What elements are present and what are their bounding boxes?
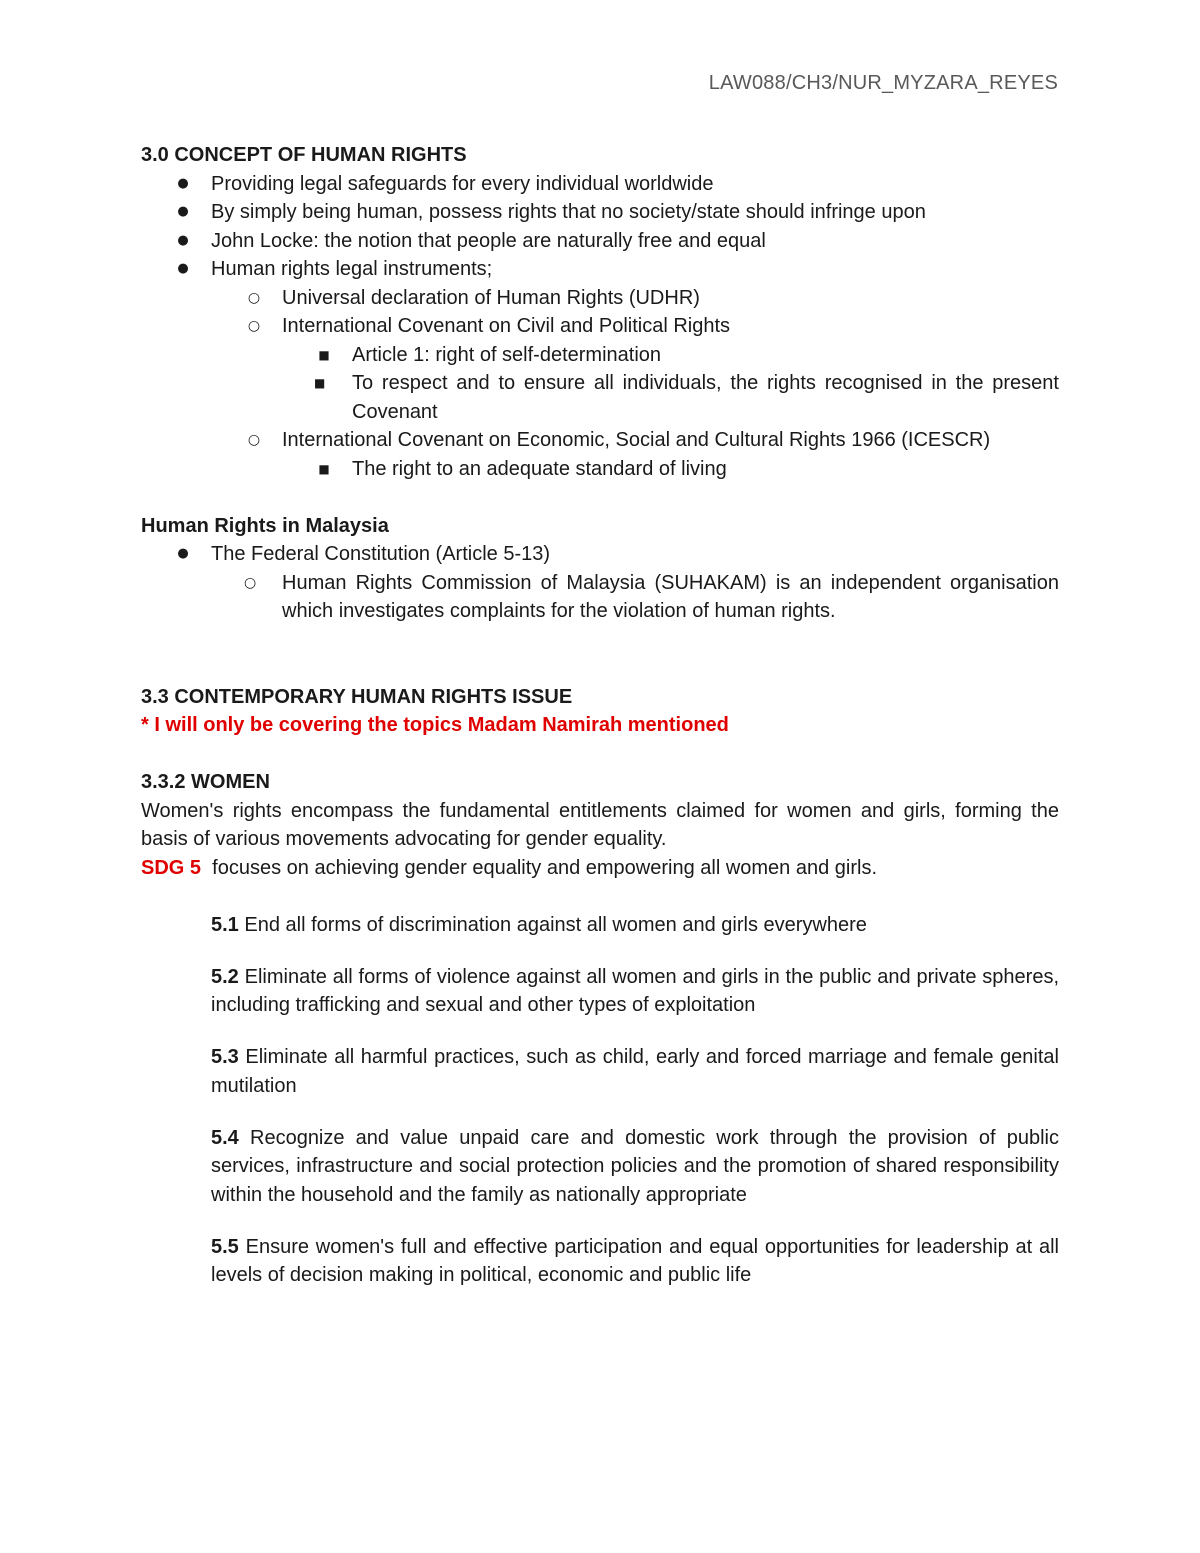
sdg-target-list bbox=[141, 911, 1059, 1290]
sdg-target-item bbox=[141, 963, 1059, 1020]
list-item bbox=[141, 455, 1059, 484]
sdg-target-number: 5.2 bbox=[211, 965, 239, 988]
document-content bbox=[141, 141, 1059, 1290]
sdg-target-number: 5.4 bbox=[211, 1126, 239, 1149]
list-item-text: By simply being human, possess rights that no society/state should infringe upon bbox=[211, 201, 926, 223]
list-item-text: The Federal Constitution (Article 5-13) bbox=[211, 543, 551, 565]
bullet-disc-icon: ● bbox=[177, 546, 189, 561]
coverage-note: * I will only be covering the topics Madam Namirah mentioned bbox=[141, 714, 729, 736]
list-item bbox=[141, 312, 1059, 341]
list-item-text: International Covenant on Civil and Political Rights bbox=[282, 315, 731, 337]
bullet-square-icon: ■ bbox=[318, 461, 330, 476]
sdg-target-text: Ensure women's full and effective participation and equal opportunities for leadership at all levels of decision making in political, economic and public life bbox=[211, 1235, 1059, 1286]
sdg-target-item bbox=[141, 911, 1059, 940]
malaysia-heading: Human Rights in Malaysia bbox=[141, 514, 389, 537]
list-item-text: Human Rights Commission of Malaysia (SUHAKAM) is an independent organisation which investigates complaints for the violation of human rights. bbox=[282, 571, 1059, 622]
bullet-disc-icon: ● bbox=[177, 232, 189, 248]
sdg-target-text: Eliminate all harmful practices, such as child, early and forced marriage and female genital mutilation bbox=[211, 1046, 1059, 1097]
bullet-disc-icon: ● bbox=[177, 204, 189, 219]
concept-bullet-list bbox=[141, 170, 1059, 484]
list-item-text: Universal declaration of Human Rights (UDHR) bbox=[282, 286, 700, 309]
bullet-circle-icon: ○ bbox=[247, 432, 261, 448]
sdg-target-item bbox=[141, 1043, 1059, 1100]
list-item bbox=[141, 341, 1059, 370]
list-item-text: John Locke: the notion that people are naturally free and equal bbox=[211, 229, 766, 252]
list-item bbox=[141, 227, 1059, 256]
sdg-text: focuses on achieving gender equality and empowering all women and girls. bbox=[212, 856, 877, 879]
sdg-statement bbox=[141, 854, 1059, 883]
list-item bbox=[141, 255, 1059, 284]
list-item bbox=[141, 540, 1059, 569]
sdg-label: SDG 5 bbox=[141, 856, 202, 879]
bullet-circle-icon: ○ bbox=[244, 574, 257, 591]
list-item-text: Article 1: right of self-determination bbox=[352, 343, 662, 366]
list-item-text: Providing legal safeguards for every individual worldwide bbox=[211, 172, 714, 195]
list-item bbox=[141, 369, 1059, 426]
list-item bbox=[141, 284, 1059, 313]
document-header-id: LAW088/CH3/NUR_MYZARA_REYES bbox=[708, 72, 1058, 94]
list-item-text: Human rights legal instruments; bbox=[211, 258, 493, 280]
list-item bbox=[141, 426, 1059, 455]
sdg-target-text: Recognize and value unpaid care and domestic work through the provision of public services, infrastructure and social protection policies and the promotion of shared responsibility within the household and the family as nationally appropriate bbox=[211, 1126, 1060, 1206]
bullet-square-icon: ■ bbox=[318, 347, 330, 362]
sdg-target-number: 5.3 bbox=[211, 1046, 239, 1068]
list-item bbox=[141, 170, 1059, 199]
women-intro: Women's rights encompass the fundamental entitlements claimed for women and girls, forming the basis of various movements advocating for gender equality. bbox=[141, 799, 1059, 850]
list-item-text: International Covenant on Economic, Social and Cultural Rights 1966 (ICESCR) bbox=[282, 429, 991, 451]
sdg-target-number: 5.5 bbox=[211, 1235, 239, 1258]
concept-heading: 3.0 CONCEPT OF HUMAN RIGHTS bbox=[141, 144, 467, 166]
sdg-target-text: Eliminate all forms of violence against all women and girls in the public and private spheres, including trafficking and sexual and other types of exploitation bbox=[211, 965, 1060, 1016]
list-item bbox=[141, 569, 1059, 626]
sdg-target-item bbox=[141, 1233, 1059, 1290]
contemporary-heading: 3.3 CONTEMPORARY HUMAN RIGHTS ISSUE bbox=[141, 685, 573, 708]
bullet-disc-icon: ● bbox=[177, 175, 189, 191]
sdg-target-text: End all forms of discrimination against all women and girls everywhere bbox=[244, 913, 867, 936]
list-item-text: To respect and to ensure all individuals, the rights recognised in the present Covenant bbox=[352, 372, 1059, 423]
bullet-square-icon: ■ bbox=[314, 376, 326, 390]
bullet-circle-icon: ○ bbox=[247, 289, 261, 306]
list-item bbox=[141, 198, 1059, 227]
bullet-circle-icon: ○ bbox=[247, 318, 261, 334]
sdg-target-number: 5.1 bbox=[211, 913, 239, 936]
list-item-text: The right to an adequate standard of living bbox=[352, 457, 727, 480]
malaysia-bullet-list bbox=[141, 540, 1059, 626]
women-heading: 3.3.2 WOMEN bbox=[141, 771, 270, 793]
bullet-disc-icon: ● bbox=[177, 261, 189, 276]
sdg-target-item bbox=[141, 1124, 1059, 1210]
